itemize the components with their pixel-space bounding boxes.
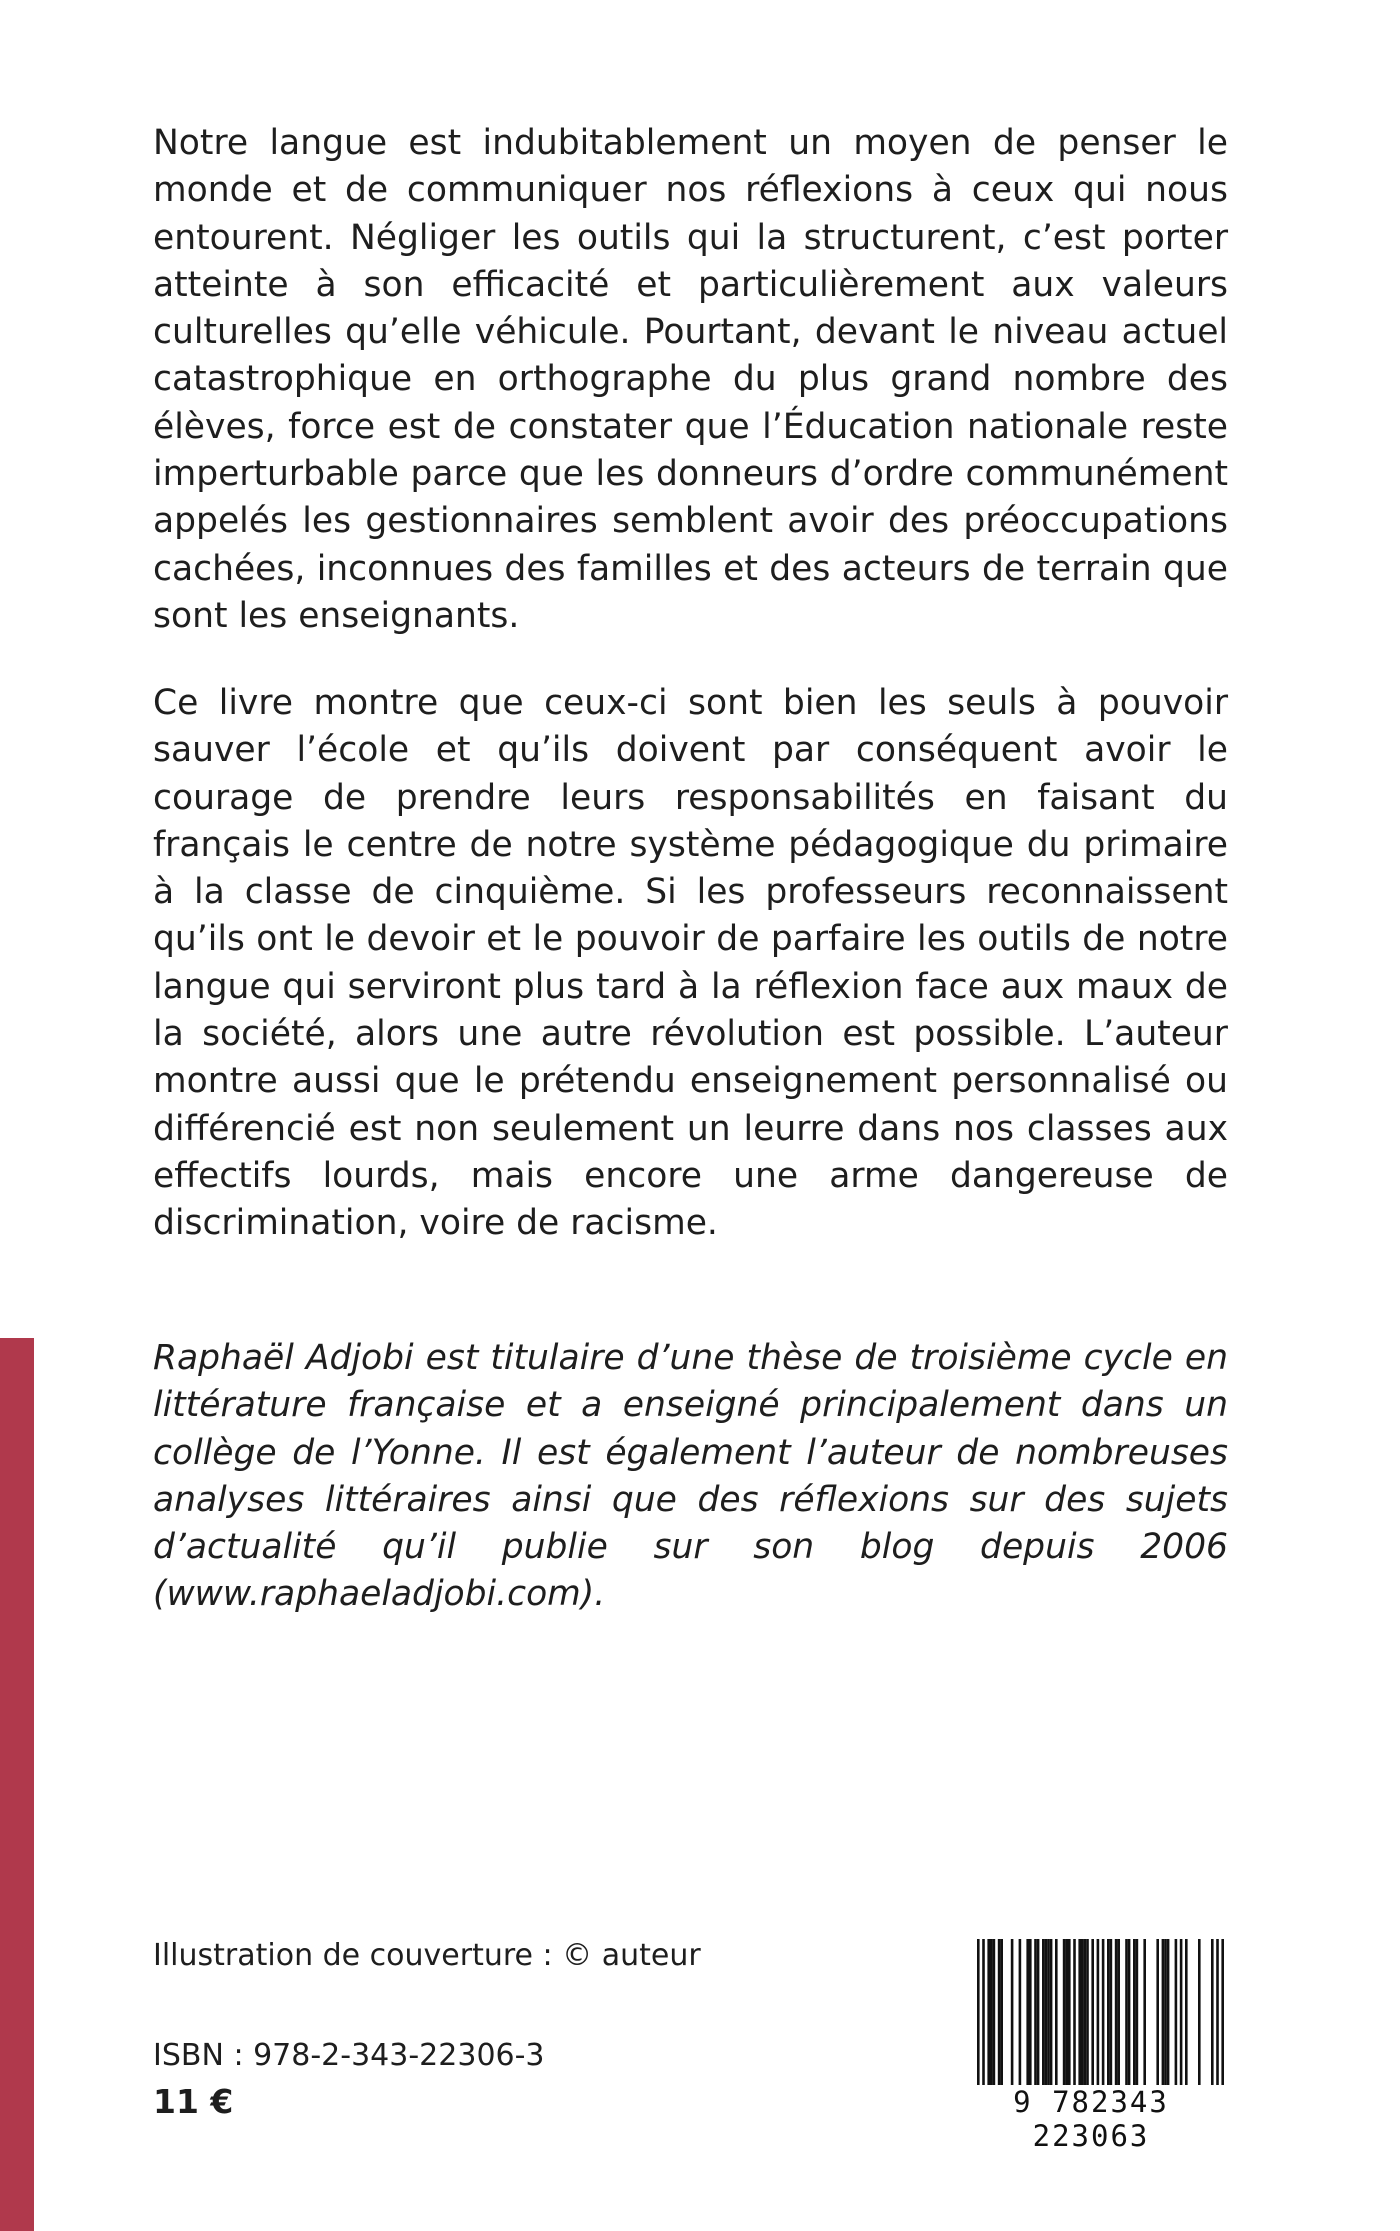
barcode-bar [987,1939,990,2087]
barcode-bar [982,1939,985,2099]
barcode-bar [1011,1939,1014,2087]
barcode-bar [977,1939,980,2099]
barcode-bar [1000,1939,1003,2087]
barcode-bar [1073,1939,1076,2087]
blurb-paragraph-1: Notre langue est indubitablement un moyen de penser le monde et de communiquer nos réflexions à ceux qui nous entourent. Négliger les outils qui la structurent, c’est porter atteinte à son efficacité et particulièrement aux valeurs culturelles qu’elle véhicule. Pourtant, devant le niveau actuel catastrophique en orthographe du plus grand nombre des élèves, force est de constater que l’Éducation nationale reste imperturbable parce que les donneurs d’ordre communément appelés les gestionnaires semblent avoir des préoccupations cachées, inconnues des familles et des acteurs de terrain que sont les enseignants. [153,123,1228,636]
barcode-bar [1198,1939,1201,2087]
barcode-bar [1081,1939,1084,2087]
barcode-bar [998,1939,1001,2087]
isbn: ISBN : 978-2-343-22306-3 [153,2038,545,2073]
barcode-bar [1084,1939,1087,2087]
barcode-bar [990,1939,993,2087]
barcode-bar [1068,1939,1071,2087]
barcode-bar [1026,1939,1029,2087]
barcode-bar [1136,1939,1139,2087]
barcode-bar [1175,1939,1178,2087]
accent-bar [0,1338,34,2231]
blurb-paragraph-2: Ce livre montre que ceux-ci sont bien les seuls à pouvoir sauver l’école et qu’ils doivent par conséquent avoir le courage de prendre leurs responsabilités en faisant du français le centre de notre système pédagogique du primaire à la classe de cinquième. Si les professeurs reconnaissent qu’ils ont le devoir et le pouvoir de parfaire les outils de notre langue qui serviront plus tard à la réflexion face aux maux de la société, alors une autre révolution est possible. L’auteur montre aussi que le prétendu enseignement personnalisé ou différencié est non seulement un leurre dans nos classes aux effectifs lourds, mais encore une arme dangereuse de discrimination, voire de racisme. [153,683,1228,1244]
barcode-bar [1102,1939,1105,2099]
barcode-bar [1063,1939,1066,2087]
barcode-bar [1110,1939,1113,2087]
barcode-bar [1091,1939,1094,2087]
barcode-bar [1164,1939,1167,2087]
barcode-bar [1133,1939,1136,2087]
barcode-bar [1211,1939,1214,2087]
barcode-bar [1042,1939,1045,2087]
barcode [955,1939,1227,2153]
price: 11 € [153,2082,234,2121]
barcode-bar [1078,1939,1081,2087]
barcode-bar [1180,1939,1183,2087]
barcode-bar [1047,1939,1050,2087]
barcode-bar [1185,1939,1188,2087]
barcode-digits: 9 782343 223063 [955,2085,1227,2153]
barcode-bar [1115,1939,1118,2087]
barcode-bar [1037,1939,1040,2087]
barcode-bar [1065,1939,1068,2087]
barcode-bar [1086,1939,1089,2087]
barcode-bar [1107,1939,1110,2087]
barcode-bar [1050,1939,1053,2087]
barcode-bar [1167,1939,1170,2087]
illustration-credit: Illustration de couverture : © auteur [153,1938,701,1973]
barcode-bar [993,1939,996,2087]
barcode-bar [1125,1939,1128,2087]
barcode-bar [1143,1939,1146,2087]
barcode-bar [1221,1939,1224,2099]
barcode-bar [1045,1939,1048,2087]
barcode-bar [1162,1939,1165,2087]
author-bio-text: est titulaire d’une thèse de troisième cycle en littérature française et a enseigné principalement dans un collège de l’Yonne. Il est également l’auteur de nombreuses analyses littéraires ainsi que des réflexions sur des sujets d’actualité qu’il publie sur son blog depuis 2006 (www.raphaeladjobi.com). [153,1338,1228,1615]
barcode-bar [1117,1939,1120,2087]
barcode-bar [1097,1939,1100,2099]
barcode-bar [1156,1939,1159,2087]
barcode-bar [1034,1939,1037,2087]
author-bio [153,1335,1228,1619]
barcode-bar [1216,1939,1219,2099]
author-name: Raphaël Adjobi [153,1338,414,1378]
barcode-bar [1055,1939,1058,2087]
barcode-bar [1019,1939,1022,2087]
barcode-bar [1128,1939,1131,2087]
barcode-bar [1029,1939,1032,2087]
